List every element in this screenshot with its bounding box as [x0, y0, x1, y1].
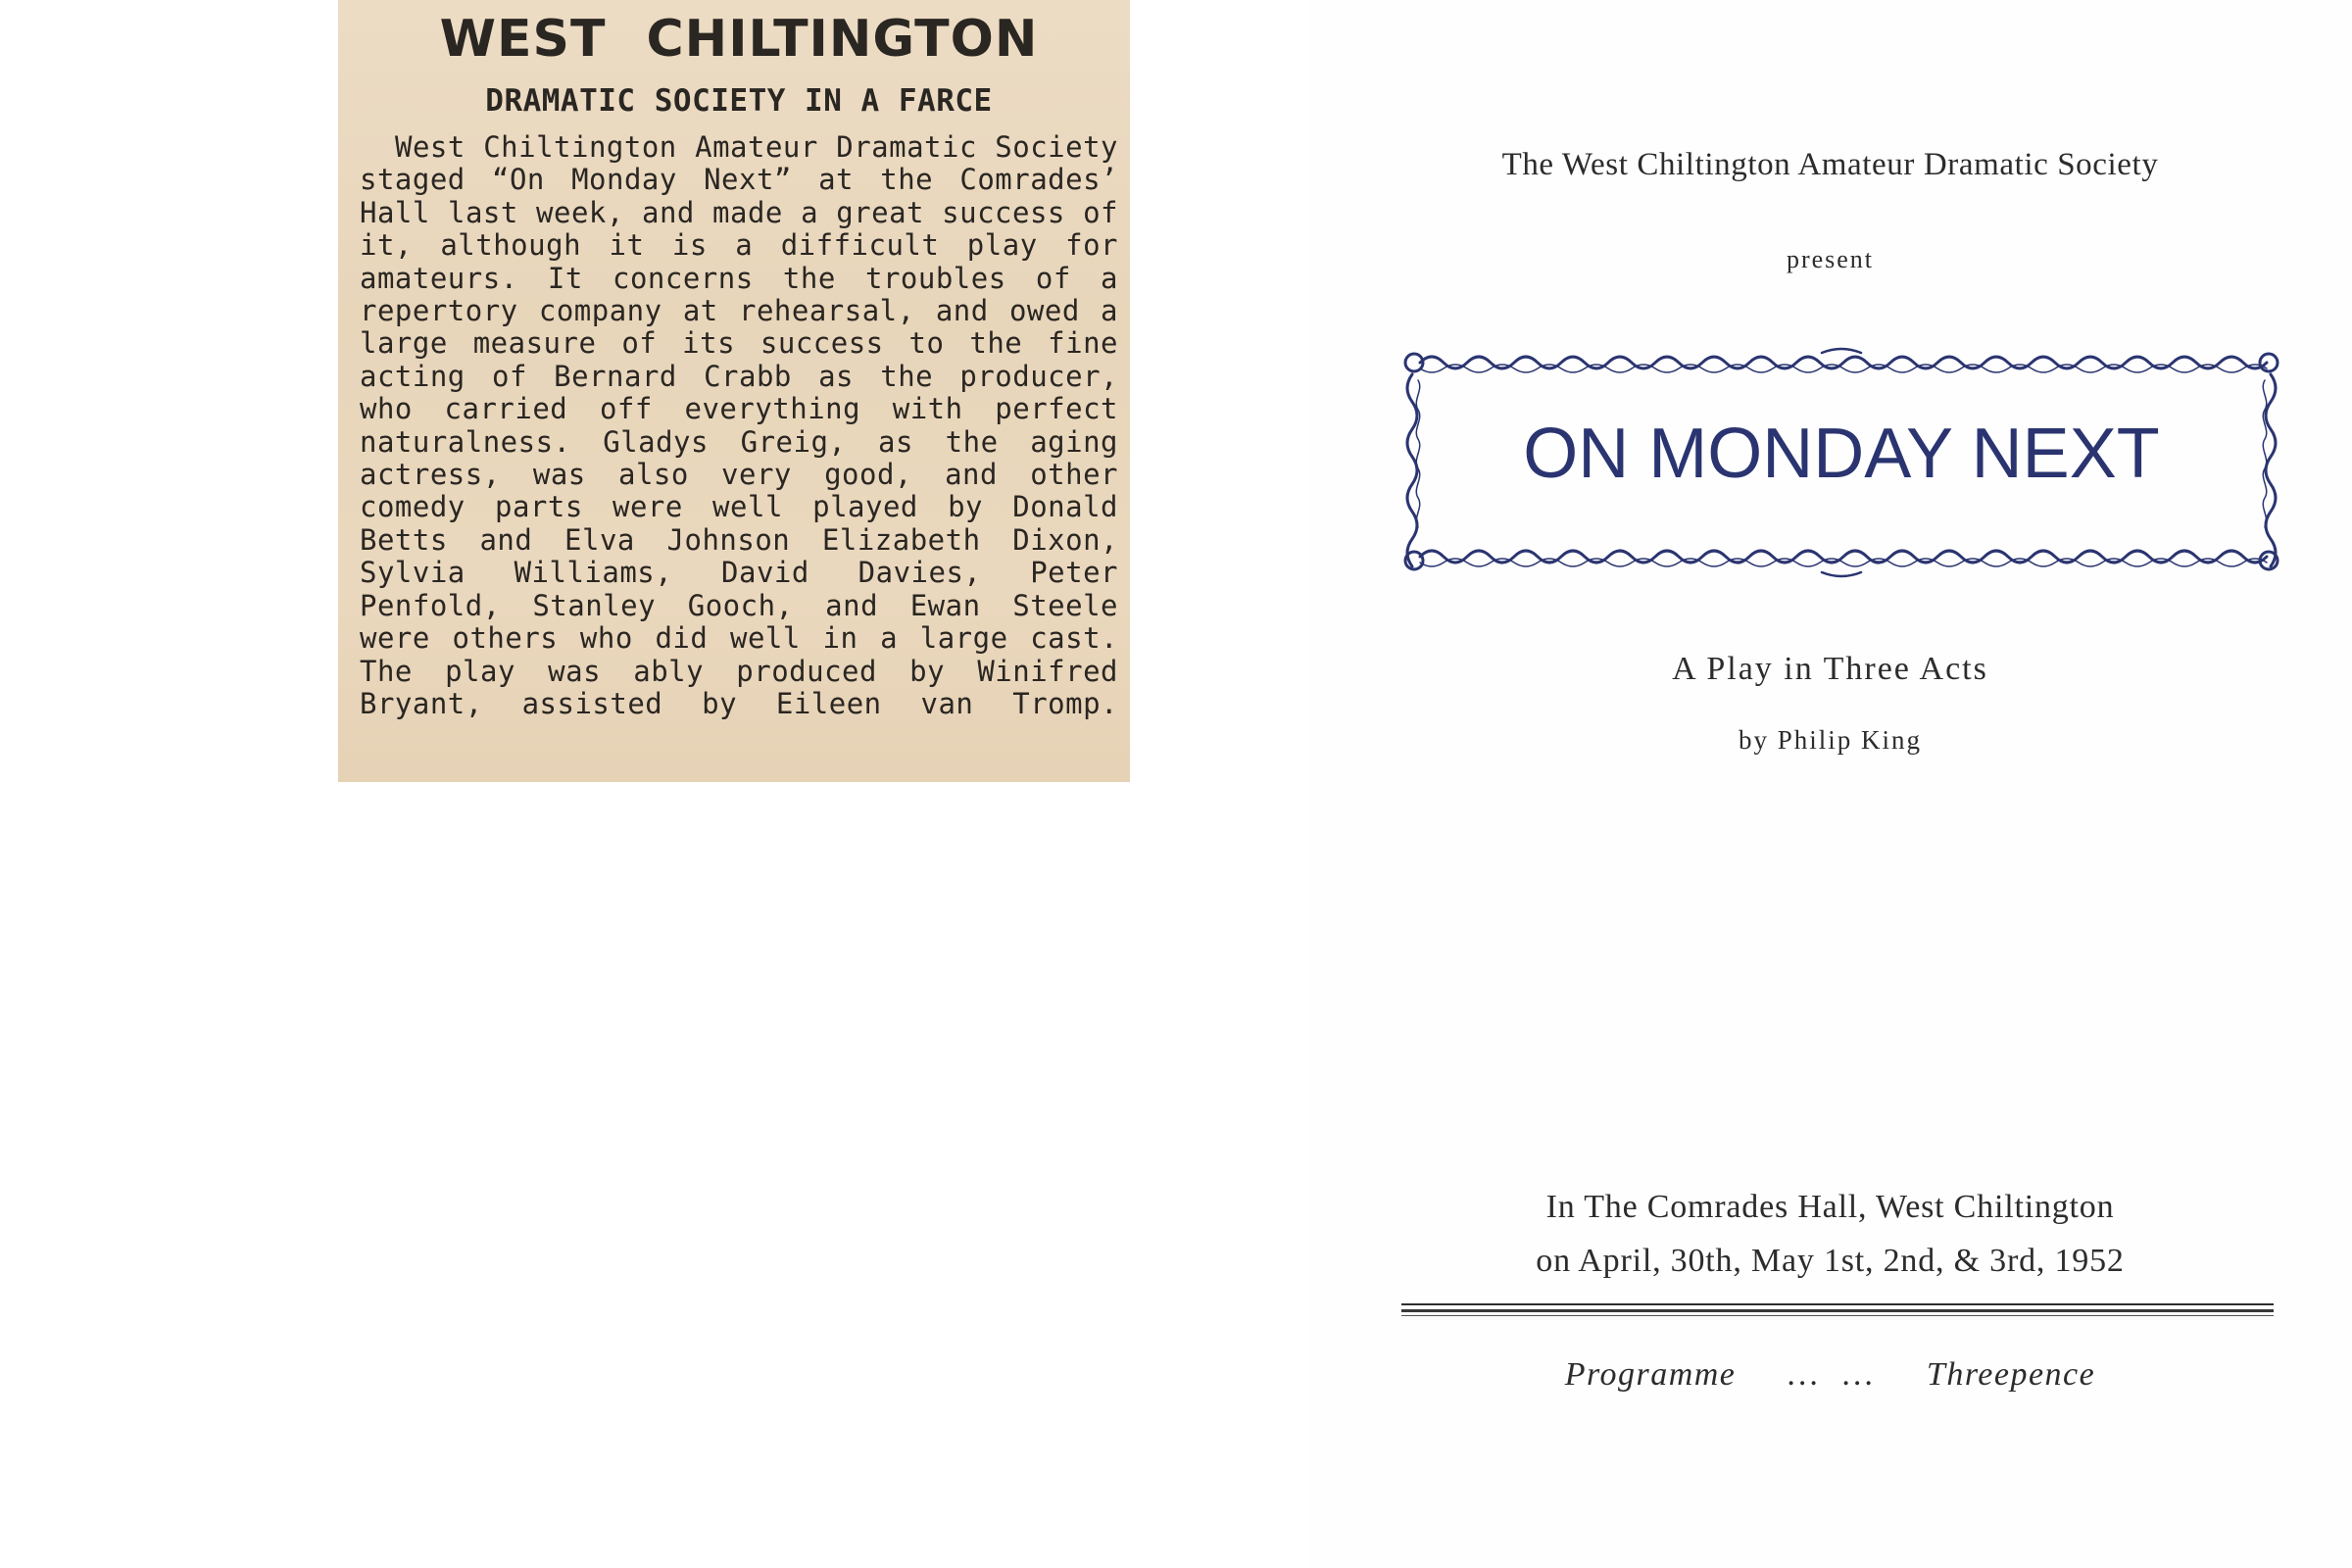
- clipping-subheadline: DRAMATIC SOCIETY IN A FARCE: [485, 83, 993, 119]
- play-author: by Philip King: [1738, 725, 1923, 755]
- price-label: Programme: [1564, 1356, 1737, 1393]
- programme-cover: [1308, 0, 2352, 1568]
- play-title: ON MONDAY NEXT: [1523, 415, 2160, 493]
- present-label: present: [1786, 245, 1875, 273]
- play-subtitle: A Play in Three Acts: [1672, 651, 1988, 687]
- divider-rule: [1401, 1303, 2274, 1321]
- venue-line: In The Comrades Hall, West Chiltington: [1545, 1189, 2115, 1225]
- newspaper-clipping: [338, 0, 1130, 782]
- price-value: Threepence: [1926, 1356, 2096, 1393]
- price-leader-dots: ... ...: [1787, 1356, 1876, 1393]
- title-ornamental-frame: [1400, 345, 2282, 580]
- clipping-article-text: West Chiltington Amateur Dramatic Society staged “On Monday Next” at the Comrades’ Hall last week, and made a great success of it, although it is a difficult play for amateurs. It concerns the troubles of a repertory company at rehearsal, and owed a large measure of its success to the fine acting of Bernard Crabb as the producer, who carried off everything with perfect naturalness. Gladys Greig, as the aging actress, was also very good, and other comedy parts were well played by Donald Betts and Elva Johnson Elizabeth Dixon, Sylvia Williams, David Davies, Peter Penfold, Stanley Gooch, and Ewan Steele were others who did well in a large cast. The play was ably produced by Winifred Bryant, assisted by Eileen van Tromp.: [360, 130, 1118, 720]
- dates-line: on April, 30th, May 1st, 2nd, & 3rd, 1952: [1536, 1243, 2125, 1279]
- society-name: The West Chiltington Amateur Dramatic Society: [1501, 147, 2159, 182]
- clipping-headline: WEST CHILTINGTON: [439, 10, 1039, 69]
- programme-price-line: [1308, 1356, 2352, 1394]
